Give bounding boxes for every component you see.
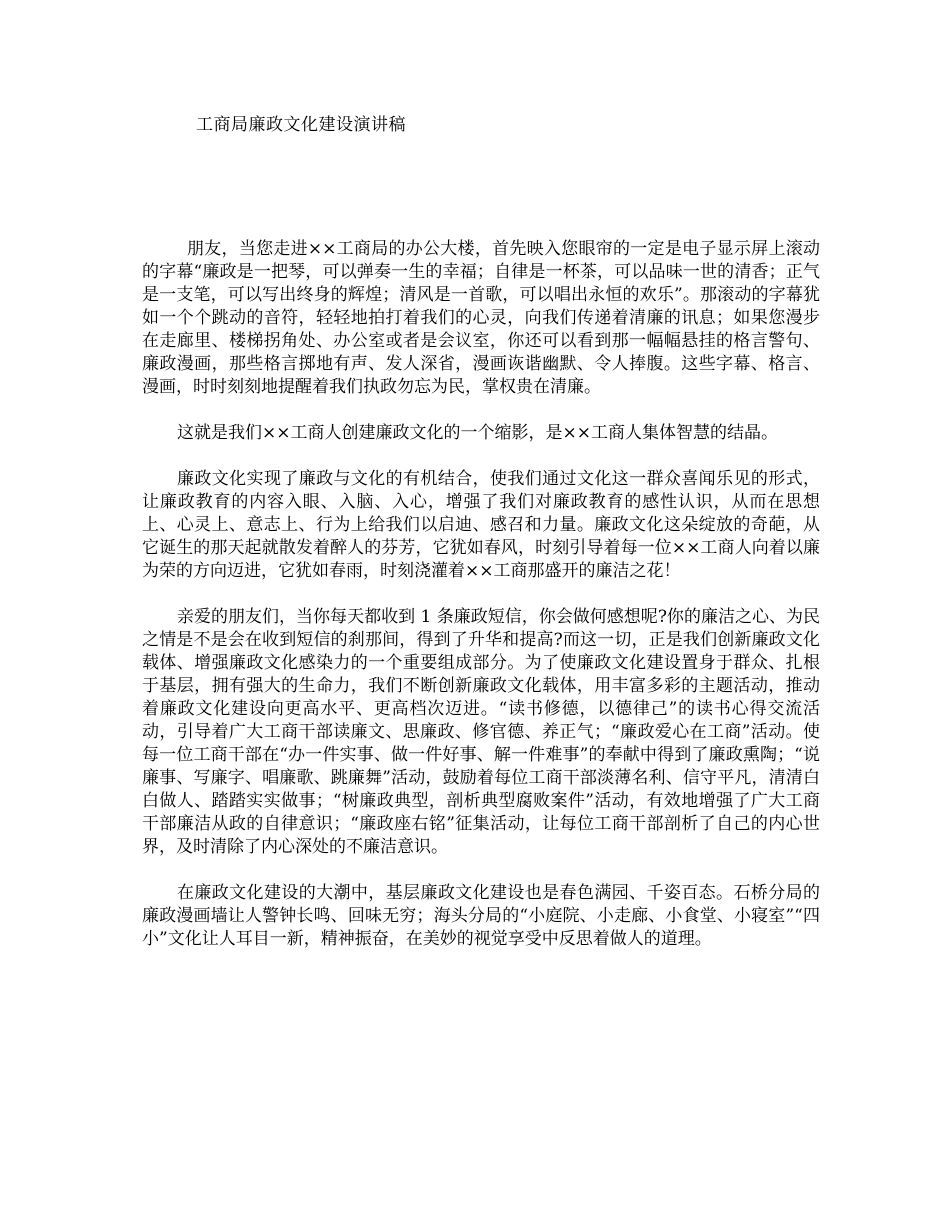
document-title: 工商局廉政文化建设演讲稿 [196, 115, 406, 135]
document-body [142, 238, 820, 974]
paragraph-summary: 这就是我们××工商人创建廉政文化的一个缩影，是××工商人集体智慧的结晶。 [177, 423, 778, 443]
paragraph-culture: 廉政文化实现了廉政与文化的有机结合，使我们通过文化这一群众喜闻乐见的形式，让廉政教育的内容入眼、入脑、入心，增强了我们对廉政教育的感性认识，从而在思想上、心灵上、意志上、行为上给我们以启迪、感召和力量。廉政文化这朵绽放的奇葩，从它诞生的那天起就散发着醉人的芬芳，它犹如春风，时刻引导着每一位××工商人向着以廉为荣的方向迈进，它犹如春雨，时刻浇灌着××工商那盛开的廉洁之花！ [142, 469, 820, 581]
paragraph-activities: 亲爱的朋友们，当你每天都收到 1 条廉政短信，你会做何感想呢?你的廉洁之心、为民之情是不是会在收到短信的刹那间，得到了升华和提高?而这一切，正是我们创新廉政文化载体、增强廉政文化感染力的一个重要组成部分。为了使廉政文化建设置身于群众、扎根于基层，拥有强大的生命力，我们不断创新廉政文化载体，用丰富多彩的主题活动，推动着廉政文化建设向更高水平、更高档次迈进。“读书修德，以德律己”的读书心得交流活动，引导着广大工商干部读廉文、思廉政、修官德、养正气；“廉政爱心在工商”活动。使每一位工商干部在“办一件实事、做一件好事、解一件难事”的奉献中得到了廉政熏陶；“说廉事、写廉字、唱廉歌、跳廉舞”活动，鼓励着每位工商干部淡薄名利、信守平凡，清清白白做人、踏踏实实做事；“树廉政典型，剖析典型腐败案件”活动，有效地增强了广大工商干部廉洁从政的自律意识；“廉政座右铭”征集活动，让每位工商干部剖析了自己的内心世界，及时清除了内心深处的不廉洁意识。 [142, 607, 820, 857]
paragraph-grassroots: 在廉政文化建设的大潮中，基层廉政文化建设也是春色满园、千姿百态。石桥分局的廉政漫画墙让人警钟长鸣、回味无穷；海头分局的“小庭院、小走廊、小食堂、小寝室”“四小”文化让人耳目一新，精神振奋，在美妙的视觉享受中反思着做人的道理。 [142, 883, 820, 949]
paragraph-intro: 朋友，当您走进××工商局的办公大楼，首先映入您眼帘的一定是电子显示屏上滚动的字幕“廉政是一把琴，可以弹奏一生的幸福；自律是一杯茶，可以品味一世的清香；正气是一支笔，可以写出终身的辉煌；清风是一首歌，可以唱出永恒的欢乐”。那滚动的字幕犹如一个个跳动的音符，轻轻地拍打着我们的心灵，向我们传递着清廉的讯息；如果您漫步在走廊里、楼梯拐角处、办公室或者是会议室，你还可以看到那一幅幅悬挂的格言警句、廉政漫画，那些格言掷地有声、发人深省，漫画诙谐幽默、令人捧腹。这些字幕、格言、漫画，时时刻刻地提醒着我们执政勿忘为民，掌权贵在清廉。 [142, 239, 820, 397]
